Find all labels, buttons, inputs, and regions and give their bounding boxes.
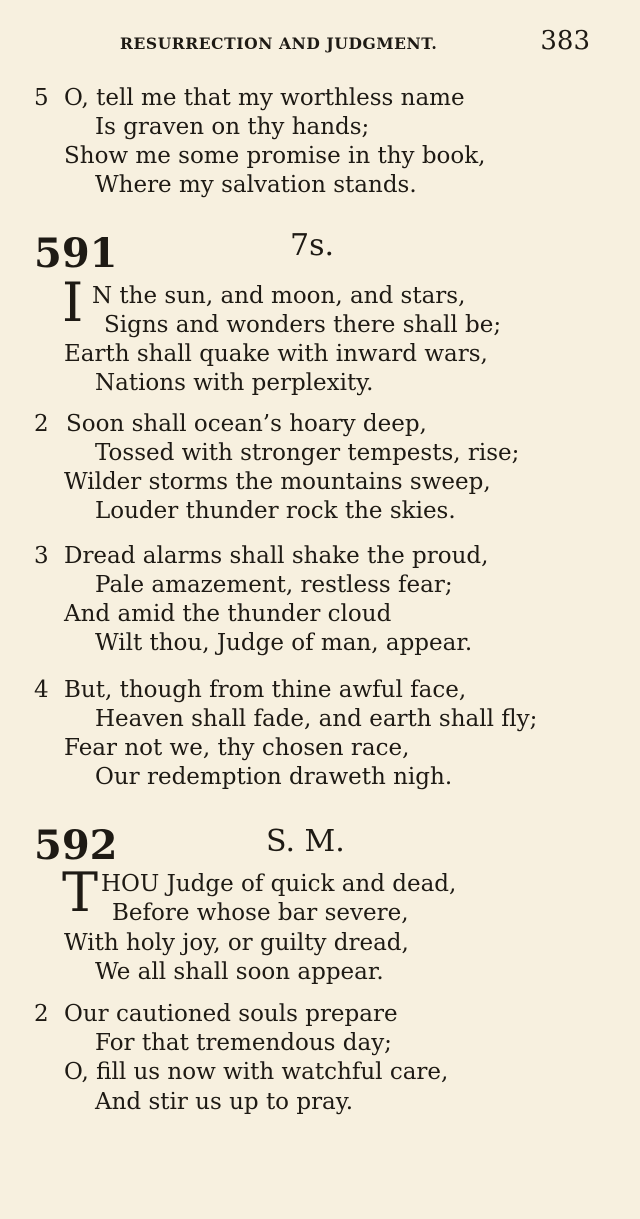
verse-line: Before whose bar severe,: [112, 900, 409, 926]
verse-line: Pale amazement, restless fear;: [95, 572, 453, 598]
verse-line: Fear not we, thy chosen race,: [64, 735, 410, 761]
verse-line: Is graven on thy hands;: [95, 114, 370, 140]
verse-line: Louder thunder rock the skies.: [95, 498, 456, 524]
verse-line: Dread alarms shall shake the proud,: [64, 543, 489, 569]
verse-line: For that tremendous day;: [95, 1030, 392, 1056]
verse-line: Our cautioned souls prepare: [64, 1001, 398, 1027]
verse-line: HOU Judge of quick and dead,: [101, 871, 457, 897]
verse-line: We all shall soon appear.: [95, 959, 384, 985]
verse-line: And amid the thunder cloud: [64, 601, 392, 627]
verse-line: Earth shall quake with inward wars,: [64, 341, 488, 367]
hymn-number: 591: [34, 230, 118, 277]
verse-line: Wilt thou, Judge of man, appear.: [95, 630, 473, 656]
verse-line: O, tell me that my worthless name: [64, 85, 465, 111]
verse-number: 2: [34, 1001, 49, 1027]
verse-line: Our redemption draweth nigh.: [95, 764, 453, 790]
hymn-meter: 7s.: [290, 228, 335, 263]
verse-line: Tossed with stronger tempests, rise;: [95, 440, 520, 466]
verse-line: Signs and wonders there shall be;: [104, 312, 502, 338]
verse-number: 2: [34, 411, 49, 437]
verse-line: With holy joy, or guilty dread,: [64, 930, 409, 956]
verse-line: But, though from thine awful face,: [64, 677, 467, 703]
verse-line: Show me some promise in thy book,: [64, 143, 486, 169]
verse-line: Heaven shall fade, and earth shall fly;: [95, 706, 538, 732]
verse-number: 5: [34, 85, 49, 111]
hymn-number: 592: [34, 822, 118, 869]
verse-number: 4: [34, 677, 49, 703]
verse-line: N the sun, and moon, and stars,: [92, 283, 466, 309]
verse-number: 3: [34, 543, 49, 569]
verse-line: O, fill us now with watchful care,: [64, 1059, 449, 1085]
verse-line: Where my salvation stands.: [95, 172, 417, 198]
page-header: [120, 26, 590, 58]
verse-line: And stir us up to pray.: [95, 1089, 354, 1115]
drop-cap: T: [62, 861, 99, 924]
verse-line: Soon shall ocean’s hoary deep,: [66, 411, 427, 437]
hymn-meter: S. M.: [266, 824, 345, 859]
verse-line: Nations with perplexity.: [95, 370, 374, 396]
running-title: RESURRECTION AND JUDGMENT.: [120, 34, 438, 53]
page-number: 383: [540, 26, 590, 56]
verse-line: Wilder storms the mountains sweep,: [64, 469, 491, 495]
drop-cap: I: [62, 271, 84, 334]
